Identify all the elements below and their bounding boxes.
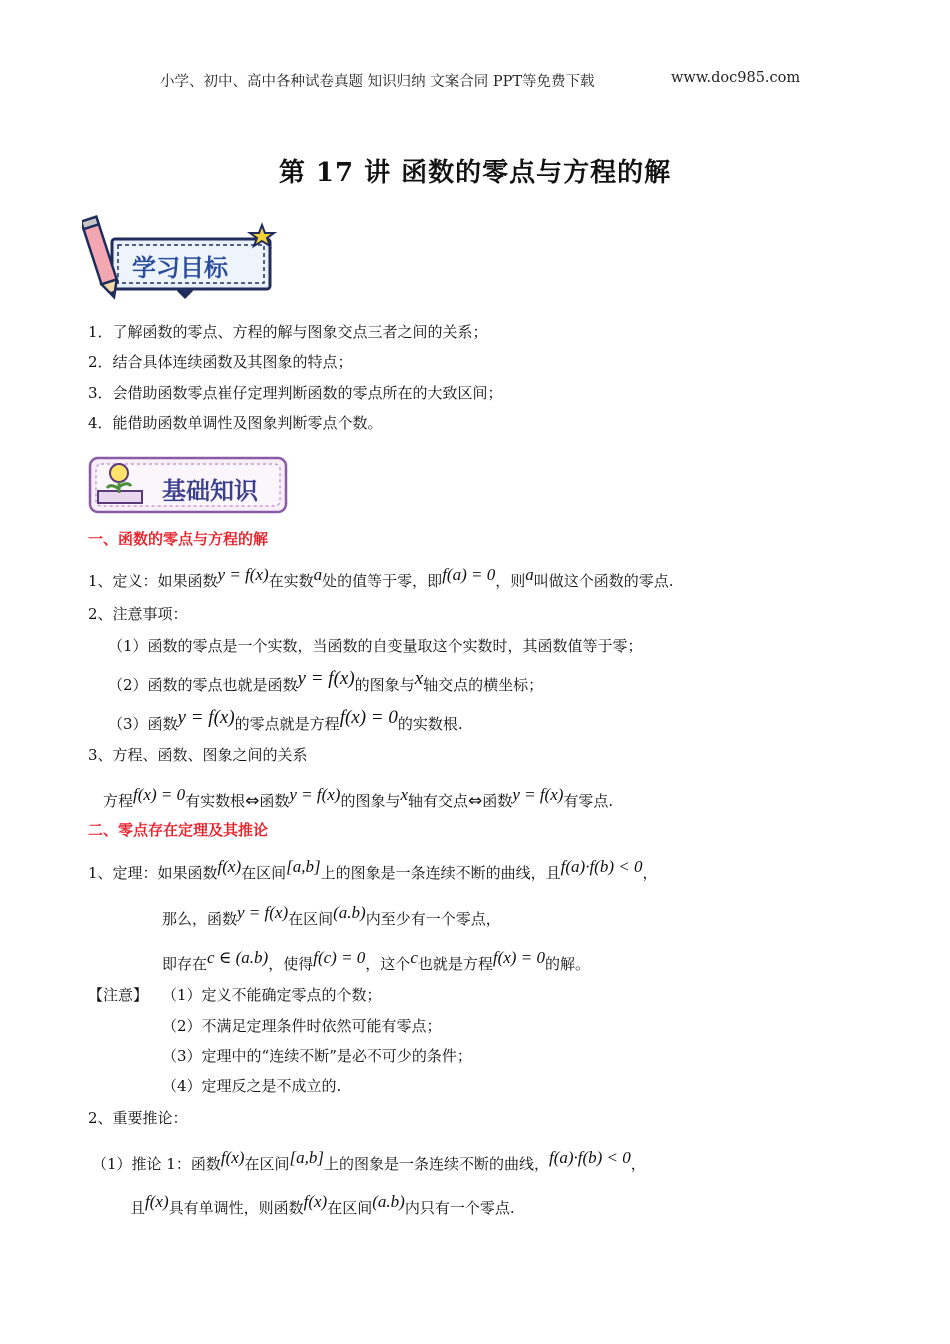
iff-arrow-icon: ⇔	[245, 791, 260, 811]
goal-item-1: 1．了解函数的零点、方程的解与图象交点三者之间的关系；	[88, 323, 488, 341]
def-text-5: 叫做这个函数的零点.	[533, 572, 674, 590]
c2-text-2: 具有单调性，则函数	[168, 1199, 304, 1217]
note-2-text-3: 轴交点的横坐标；	[423, 676, 544, 694]
note-1: （1）函数的零点是一个实数，当函数的自变量取这个实数时，其函数值等于零；	[108, 637, 643, 655]
def-math-fa-0: f(a) = 0	[442, 565, 496, 584]
t3-math-1: c ∈ (a.b)	[207, 948, 269, 967]
t2-text-2: 在区间	[288, 910, 334, 928]
t3-text-1: 即存在	[162, 955, 208, 973]
note-2-math-x: x	[414, 668, 424, 689]
goal-item-3: 3．会借助函数零点崔仔定理判断函数的零点所在的大致区间；	[88, 384, 503, 402]
note-3-text-1: （3）函数	[108, 715, 178, 733]
t3-math-2: f(c) = 0	[313, 948, 366, 967]
t2-text-1: 那么，函数	[162, 910, 238, 928]
t1-text-4: ，	[642, 864, 658, 882]
t3-text-2: ，使得	[268, 955, 314, 973]
corollary-line-2	[130, 1192, 515, 1218]
c2-text-4: 内只有一个零点.	[404, 1199, 515, 1217]
def-text-2: 在实数	[268, 572, 314, 590]
caution-3: （3）定理中的“连续不断”是必不可少的条件；	[162, 1047, 472, 1065]
c1-text-2: 在区间	[244, 1155, 290, 1173]
header-website: www.doc985.com	[671, 70, 801, 86]
note-2-text-2: 的图象与	[354, 676, 415, 694]
c1-math-interval: [a,b]	[289, 1148, 324, 1167]
basic-knowledge-badge	[86, 453, 291, 519]
rel-math-x: x	[400, 785, 409, 804]
t3-math-3: f(x) = 0	[492, 948, 545, 967]
t2-text-3: 内至少有一个零点，	[365, 910, 501, 928]
caution-4: （4）定理反之是不成立的.	[162, 1077, 342, 1095]
note-3-text-3: 的实数根.	[397, 715, 463, 733]
corollary-line-1	[92, 1148, 646, 1174]
c2-math-interval: (a.b)	[372, 1192, 405, 1211]
header-banner-text: 小学、初中、高中各种试卷真题 知识归纳 文案合同 PPT等免费下载	[160, 74, 595, 90]
rel-text-6: 函数	[482, 792, 513, 810]
t1-math-interval: [a,b]	[286, 857, 321, 876]
t1-text-3: 上的图象是一条连续不断的曲线，且	[320, 864, 561, 882]
t1-text-2: 在区间	[241, 864, 287, 882]
note-label: 【注意】	[88, 986, 149, 1004]
rel-math-2: y = f(x)	[289, 785, 341, 804]
note-3-text-2: 的零点就是方程	[234, 715, 340, 733]
t3-math-c: c	[410, 948, 418, 967]
t3-text-4: 也就是方程	[417, 955, 493, 973]
learning-goals-badge	[82, 215, 282, 305]
c1-text-4: ，	[630, 1155, 646, 1173]
rel-math-3: y = f(x)	[512, 785, 564, 804]
section-2-heading: 二、零点存在定理及其推论	[88, 821, 269, 839]
theorem-line-2	[162, 903, 501, 929]
c2-text-3: 在区间	[327, 1199, 373, 1217]
t1-math-fx: f(x)	[217, 857, 242, 876]
relation-title: 3、方程、函数、图象之间的关系	[88, 746, 308, 764]
def-text-1: 1、定义：如果函数	[88, 572, 218, 590]
rel-text-3: 函数	[259, 792, 290, 810]
def-text-4: ，则	[495, 572, 526, 590]
t2-math-1: y = f(x)	[237, 903, 289, 922]
t1-text-1: 1、定理：如果函数	[88, 864, 218, 882]
def-text-3: 处的值等于零，即	[322, 572, 443, 590]
c2-text-1: 且	[130, 1199, 146, 1217]
rel-text-1: 方程	[103, 792, 134, 810]
caution-1: （1）定义不能确定零点的个数；	[162, 986, 382, 1004]
page-title: 第 17 讲 函数的零点与方程的解	[278, 158, 672, 188]
t3-text-3: ，这个	[365, 955, 411, 973]
def-math-y-fx: y = f(x)	[217, 565, 269, 584]
c2-math-1: f(x)	[145, 1192, 169, 1211]
iff-arrow-icon: ⇔	[468, 791, 483, 811]
c2-math-2: f(x)	[303, 1192, 328, 1211]
theorem-line-3	[162, 948, 590, 974]
t2-math-interval: (a.b)	[333, 903, 366, 922]
relation-line	[103, 785, 614, 811]
basic-knowledge-label: 基础知识	[162, 477, 258, 505]
note-3-math-2: f(x) = 0	[339, 707, 398, 728]
rel-text-4: 的图象与	[340, 792, 401, 810]
section-1-heading: 一、函数的零点与方程的解	[88, 530, 269, 548]
c1-text-1: （1）推论 1：函数	[92, 1155, 221, 1173]
rel-text-7: 有零点.	[563, 792, 614, 810]
notes-title: 2、注意事项：	[88, 605, 188, 623]
rel-math-1: f(x) = 0	[133, 785, 186, 804]
rel-text-5: 轴有交点	[408, 792, 469, 810]
t3-text-5: 的解。	[544, 955, 590, 973]
c1-math-product: f(a)·f(b) < 0	[548, 1148, 631, 1167]
theorem-line-1	[88, 857, 658, 883]
learning-goals-label: 学习目标	[132, 254, 228, 282]
caution-2: （2）不满足定理条件时依然可能有零点；	[162, 1017, 442, 1035]
t1-math-product: f(a)·f(b) < 0	[560, 857, 643, 876]
rel-text-2: 有实数根	[185, 792, 246, 810]
def-math-a: a	[313, 565, 323, 584]
corollary-title: 2、重要推论：	[88, 1109, 188, 1127]
note-3-math-1: y = f(x)	[177, 707, 235, 728]
definition-line	[88, 565, 674, 591]
note-2-text-1: （2）函数的零点也就是函数	[108, 676, 298, 694]
goal-item-4: 4．能借助函数单调性及图象判断零点个数。	[88, 414, 383, 432]
def-math-a2: a	[525, 565, 534, 584]
note-2	[108, 668, 544, 695]
note-2-math-1: y = f(x)	[297, 668, 355, 689]
note-3	[108, 707, 463, 734]
goal-item-2: 2．结合具体连续函数及其图象的特点；	[88, 353, 353, 371]
c1-text-3: 上的图象是一条连续不断的曲线，	[323, 1155, 549, 1173]
c1-math-fx: f(x)	[220, 1148, 245, 1167]
